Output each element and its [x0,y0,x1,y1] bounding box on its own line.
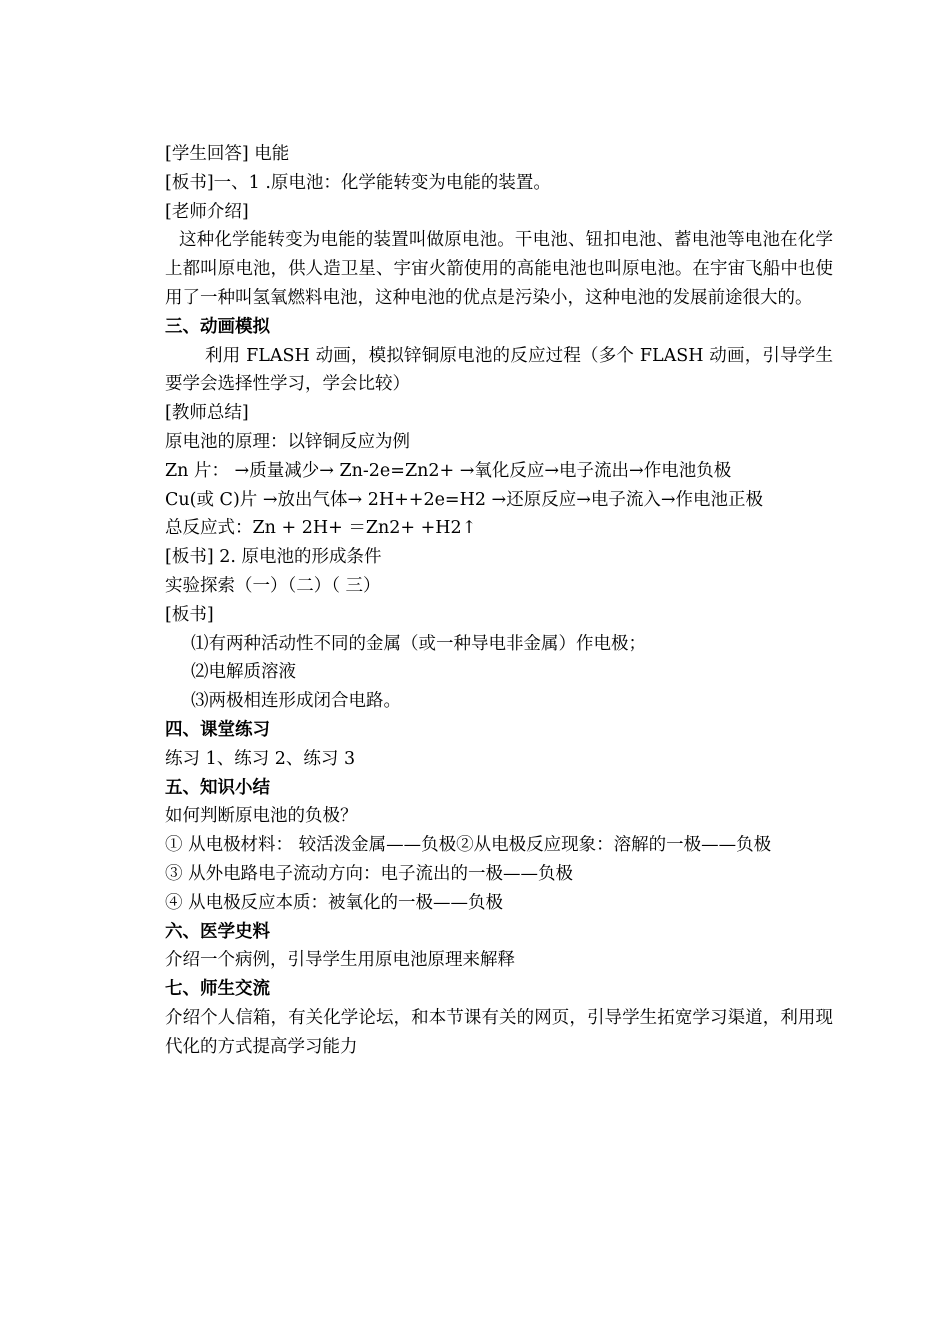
section-heading-practice: 四、课堂练习 [165,719,270,740]
teacher-summary-label: [教师总结] [165,403,249,424]
zn-electrode-line: Zn 片： →质量减少→ Zn-2e=Zn2+ →氧化反应→电子流出→作电池负极 [165,460,732,481]
board-note-galvanic-cell: [板书]一、1 .原电池：化学能转变为电能的装置。 [165,172,551,193]
cu-electrode-line: Cu(或 C)片 →放出气体→ 2H++2e=H2 →还原反应→电子流入→作电池正极 [165,489,764,510]
overall-reaction-line: 总反应式：Zn + 2H+ ＝Zn2+ +H2↑ [165,518,477,539]
exchange-paragraph: 介绍个人信箱，有关化学论坛，和本节课有关的网页，引导学生拓宽学习渠道，利用现代化的方式提高学习能力 [165,1007,833,1057]
document-page [165,140,833,1062]
summary-item-3: ③ 从外电路电子流动方向：电子流出的一极——负极 [165,863,574,884]
principle-line: 原电池的原理：以锌铜反应为例 [165,431,410,452]
section-heading-summary: 五、知识小结 [165,777,270,798]
condition-item-3: ⑶两极相连形成闭合电路。 [191,691,401,712]
board-note-conditions: [板书] 2. 原电池的形成条件 [165,547,382,568]
section-heading-exchange: 七、师生交流 [165,979,270,1000]
summary-item-4: ④ 从电极反应本质：被氧化的一极——负极 [165,892,504,913]
section-heading-medical-history: 六、医学史料 [165,921,270,942]
summary-question: 如何判断原电池的负极？ [165,806,358,827]
condition-item-2: ⑵电解质溶液 [191,662,296,683]
student-answer-line: [学生回答] 电能 [165,144,290,164]
summary-item-1-2: ① 从电极材料： 较活泼金属——负极②从电极反应现象：溶解的一极——负极 [165,835,772,856]
experiment-line: 实验探索（一）（二）（ 三） [165,575,381,596]
teacher-intro-paragraph: 这种化学能转变为电能的装置叫做原电池。干电池、钮扣电池、蓄电池等电池在化学上都叫原电池，供人造卫星、宇宙火箭使用的高能电池也叫原电池。在宇宙飞船中也使用了一种叫氢氧燃料电池，这种电池的优点是污染小，这种电池的发展前途很大的。 [165,230,833,308]
board-note-label: [板书] [165,604,214,625]
medical-history-line: 介绍一个病例，引导学生用原电池原理来解释 [165,950,515,971]
teacher-intro-label: [老师介绍] [165,201,249,222]
practice-line: 练习 1、练习 2、练习 3 [165,748,356,769]
condition-item-1: ⑴有两种活动性不同的金属（或一种导电非金属）作电极； [191,633,646,654]
animation-paragraph: 利用 FLASH 动画，模拟锌铜原电池的反应过程（多个 FLASH 动画，引导学生要学会选择性学习，学会比较） [165,345,833,395]
section-heading-animation: 三、动画模拟 [165,316,270,337]
